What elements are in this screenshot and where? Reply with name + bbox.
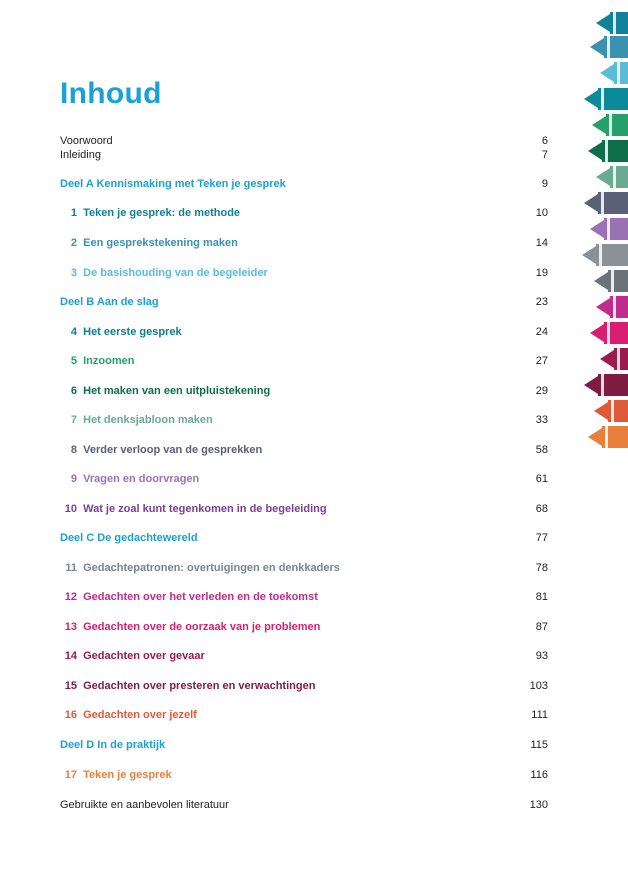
- toc-entry-label: [60, 412, 213, 428]
- crayon-shape: [582, 244, 628, 266]
- toc-entry: [60, 147, 548, 163]
- chapter-number: 2: [70, 237, 77, 249]
- crayon-shape: [590, 322, 628, 344]
- toc-page-number: 14: [535, 237, 548, 249]
- toc-entry-label: [60, 707, 197, 723]
- toc-entry-label: [60, 383, 270, 399]
- toc-entry-label: [60, 560, 340, 576]
- toc-entry: [60, 648, 548, 664]
- toc-entry: [60, 501, 548, 517]
- toc-entry-title: Voorwoord: [60, 135, 113, 147]
- toc-entry: [60, 707, 548, 723]
- toc-entry: [60, 442, 548, 458]
- chapter-number: 4: [70, 326, 77, 338]
- toc-page-number: 103: [529, 680, 548, 692]
- toc-entry-title: Gedachten over jezelf: [83, 709, 197, 721]
- toc-entry-label: [60, 176, 286, 192]
- toc-entry-title: Gedachten over gevaar: [83, 650, 205, 662]
- toc-entry: [60, 797, 548, 813]
- toc-page-number: 23: [535, 296, 548, 308]
- toc-entry: [60, 560, 548, 576]
- toc-entry-title: Deel C De gedachtewereld: [60, 532, 198, 544]
- chapter-number: 1: [70, 207, 77, 219]
- chapter-number: 5: [70, 355, 77, 367]
- toc-entry-title: Vragen en doorvragen: [83, 473, 200, 485]
- crayon-shape: [600, 348, 628, 370]
- toc-entry-label: [60, 767, 172, 783]
- toc-entry-label: [60, 797, 229, 813]
- toc-page-number: 29: [535, 385, 548, 397]
- toc-entry-title: Wat je zoal kunt tegenkomen in de begeleiding: [83, 503, 327, 515]
- toc-entry-label: [60, 589, 318, 605]
- crayon-shape: [594, 400, 628, 422]
- toc-page-number: 81: [535, 591, 548, 603]
- toc-entry: [60, 265, 548, 281]
- toc-entry-label: [60, 619, 320, 635]
- toc-entry-title: Verder verloop van de gesprekken: [83, 444, 263, 456]
- toc-entry-title: Teken je gesprek: [83, 769, 172, 781]
- toc-page-number: 19: [535, 267, 548, 279]
- toc-entry-label: [60, 737, 165, 753]
- toc-entry-label: [60, 294, 159, 310]
- chapter-number: 14: [64, 650, 77, 662]
- toc-entry: [60, 678, 548, 694]
- toc-entry: [60, 235, 548, 251]
- chapter-number: 7: [70, 414, 77, 426]
- chapter-number: 16: [64, 709, 77, 721]
- toc-page-number: 33: [535, 414, 548, 426]
- toc-page-number: 68: [535, 503, 548, 515]
- crayon-shape: [584, 374, 628, 396]
- toc-entry-title: Het eerste gesprek: [83, 326, 182, 338]
- toc-entry-title: Deel A Kennismaking met Teken je gesprek: [60, 178, 286, 190]
- toc-entry: [60, 412, 548, 428]
- toc-entry: [60, 294, 548, 310]
- toc-entry-title: Deel B Aan de slag: [60, 296, 159, 308]
- chapter-number: 11: [65, 562, 77, 574]
- chapter-number: 9: [70, 473, 77, 485]
- crayon-shape: [584, 192, 628, 214]
- toc-entry-title: Teken je gesprek: de methode: [83, 207, 241, 219]
- toc-entry: [60, 324, 548, 340]
- toc-entry-title: Inzoomen: [83, 355, 135, 367]
- toc-entry: [60, 619, 548, 635]
- toc-page-number: 58: [535, 444, 548, 456]
- toc-entry-label: [60, 530, 198, 546]
- crayon-decoration: [578, 0, 628, 460]
- crayon-shape: [588, 426, 628, 448]
- chapter-number: 8: [70, 444, 77, 456]
- toc-page-number: 116: [530, 769, 548, 781]
- toc-entry-title: De basishouding van de begeleider: [83, 267, 268, 279]
- toc-entry: [60, 383, 548, 399]
- toc-entry-label: [60, 265, 268, 281]
- crayon-shape: [600, 62, 628, 84]
- toc-entry-title: Gebruikte en aanbevolen literatuur: [60, 799, 229, 811]
- toc-entry: [60, 205, 548, 221]
- toc-page-number: 6: [541, 135, 548, 147]
- toc-page-number: 24: [535, 326, 548, 338]
- toc-page-number: 130: [529, 799, 548, 811]
- toc-page-number: 7: [541, 149, 548, 161]
- toc-entry-title: Gedachten over de oorzaak van je problemen: [83, 621, 321, 633]
- crayon-shape: [596, 166, 628, 188]
- toc-entry-label: [60, 471, 199, 487]
- toc-page-number: 10: [535, 207, 548, 219]
- page-title: Inhoud: [60, 77, 162, 110]
- crayon-shape: [596, 296, 628, 318]
- toc-page-number: 93: [535, 650, 548, 662]
- toc-page-number: 77: [535, 532, 548, 544]
- toc-entry: [60, 737, 548, 753]
- toc-page-number: 78: [535, 562, 548, 574]
- chapter-number: 17: [64, 769, 77, 781]
- toc-entry-label: [60, 442, 262, 458]
- toc-page-number: 27: [535, 355, 548, 367]
- toc-entry-title: Gedachten over het verleden en de toekomst: [83, 591, 318, 603]
- toc-entry: [60, 589, 548, 605]
- toc-entry-title: Een gesprekstekening maken: [83, 237, 238, 249]
- toc-entry-label: [60, 205, 240, 221]
- crayon-shape: [594, 270, 628, 292]
- chapter-number: 6: [70, 385, 77, 397]
- crayon-shape: [588, 140, 628, 162]
- chapter-number: 3: [70, 267, 77, 279]
- chapter-number: 10: [64, 503, 77, 515]
- toc-page-number: 87: [535, 621, 548, 633]
- toc-entry: [60, 176, 548, 192]
- toc-entry-label: [60, 648, 205, 664]
- toc-page-number: 9: [541, 178, 548, 190]
- crayon-shape: [584, 88, 628, 110]
- toc-entry-label: [60, 324, 182, 340]
- toc-entry: [60, 353, 548, 369]
- toc-entry-label: [60, 147, 101, 163]
- toc-entry-label: [60, 678, 315, 694]
- crayon-shape: [596, 12, 628, 34]
- toc-page-number: 111: [531, 709, 548, 721]
- toc-entry-title: Gedachten over presteren en verwachtingen: [83, 680, 316, 692]
- chapter-number: 13: [64, 621, 77, 633]
- toc-entry-label: [60, 501, 327, 517]
- toc-entry-title: Gedachtepatronen: overtuigingen en denkkaders: [83, 562, 340, 574]
- crayon-shape: [592, 114, 628, 136]
- toc-entry-title: Deel D In de praktijk: [60, 739, 166, 751]
- crayon-shape: [590, 36, 628, 58]
- toc-entry-title: Inleiding: [60, 149, 101, 161]
- toc-page-number: 61: [535, 473, 548, 485]
- toc-page-number: 115: [530, 739, 548, 751]
- toc-entry-title: Het denksjabloon maken: [83, 414, 213, 426]
- crayon-shape: [590, 218, 628, 240]
- toc-entry: [60, 767, 548, 783]
- chapter-number: 15: [64, 680, 77, 692]
- chapter-number: 12: [64, 591, 77, 603]
- toc-entry: [60, 471, 548, 487]
- toc-entry: [60, 530, 548, 546]
- toc-entry-label: [60, 235, 238, 251]
- toc-entry-label: [60, 353, 134, 369]
- toc-entry-title: Het maken van een uitpluistekening: [83, 385, 271, 397]
